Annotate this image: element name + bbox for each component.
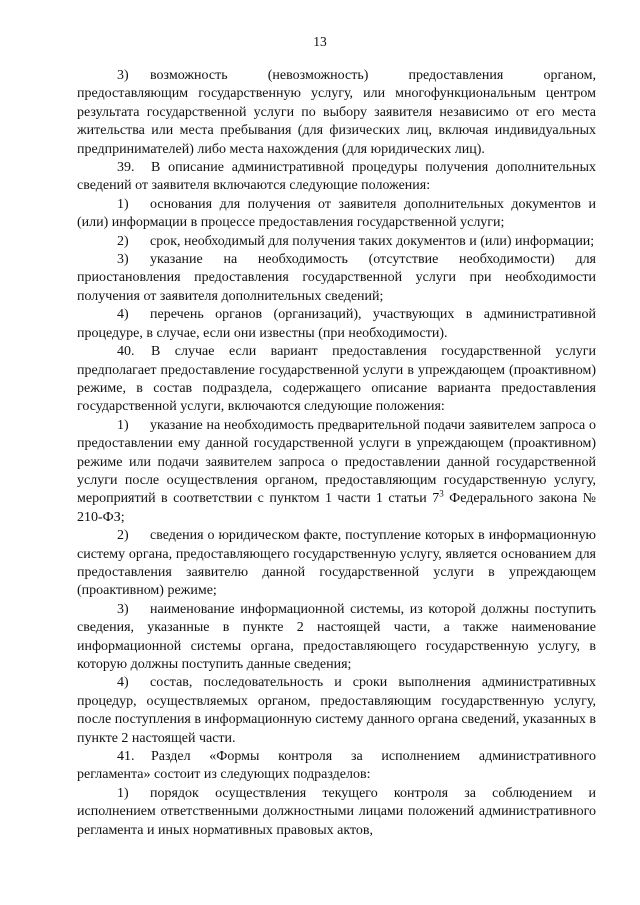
clause-40 (77, 343, 596, 417)
item-number: 2) (117, 528, 129, 544)
clause-number: 41. (117, 749, 135, 765)
list-item-3-suspension (77, 251, 596, 306)
item-number: 4) (117, 675, 129, 691)
list-item-3-result-delivery (77, 67, 596, 159)
list-item-1-current-control (77, 785, 596, 840)
list-item-2-deadline (77, 233, 596, 251)
item-number: 1) (117, 785, 129, 801)
item-text: возможность (невозможность) предоставления органом, предоставляющим государственную услугу, или многофункциональным центром результата государственной услуги по выбору заявителя независимо от его места жительства или места пребывания (для физических лиц, включая индивидуальных предпринимателей) либо места нахождения (для юридических лиц). (77, 68, 596, 157)
clause-number: 40. (117, 344, 135, 360)
list-item-1-proactive-request (77, 417, 596, 527)
list-item-2-legal-fact (77, 527, 596, 601)
list-item-3-information-system (77, 601, 596, 675)
clause-text: В описание административной процедуры получения дополнительных сведений от заявителя включаются следующие положения: (77, 160, 596, 194)
item-number: 2) (117, 233, 129, 249)
item-text: перечень органов (организаций), участвующих в административной процедуре, в случае, если они известны (при необходимости). (77, 307, 596, 341)
clause-41 (77, 748, 596, 785)
list-item-4-participating-bodies (77, 306, 596, 343)
item-number: 1) (117, 196, 129, 212)
item-text: основания для получения от заявителя дополнительных документов и (или) информации в процессе предоставления государственной услуги; (77, 196, 596, 231)
item-text: сведения о юридическом факте, поступление которых в информационную систему органа, предоставляющего государственную услугу, является основанием для предоставления заявителю данной государственной услуги в упреждающем (проактивном) режиме; (77, 528, 596, 599)
clause-number: 39. (117, 160, 135, 176)
item-text: состав, последовательность и сроки выполнения административных процедур, осуществляемых органом, предоставляющим государственную услугу, после поступления в информационную систему данного органа сведений, указанных в пункте 2 настоящей части. (77, 675, 596, 746)
document-body (77, 67, 596, 840)
item-number: 1) (117, 417, 129, 433)
item-text: порядок осуществления текущего контроля за соблюдением и исполнением ответственными должностными лицами положений административного регламента и иных нормативных правовых актов, (77, 785, 596, 838)
list-item-4-procedures (77, 674, 596, 748)
clause-39 (77, 159, 596, 196)
item-text: наименование информационной системы, из которой должны поступить сведения, указанные в пункте 2 настоящей части, а также наименование информационной системы органа, предоставляющего государственную услугу, в которую должны поступить данные сведения; (77, 601, 596, 672)
page-number: 13 (313, 34, 327, 49)
item-text: указание на необходимость (отсутствие необходимости) для приостановления предоставления государственной услуги при необходимости получения от заявителя дополнительных сведений; (77, 252, 596, 304)
item-text: указание на необходимость предварительной подачи заявителем запроса о предоставлении ему данной государственной услуги в упреждающем (проактивном) режиме или подачи заявителем запроса о предоставлении данной государственной услуги после осуществления органом, предоставляющим государственную услугу, мероприятий в соответствии с пунктом 1 части 1 статьи 7 (77, 417, 596, 507)
item-text-continued: Федерального закона № 210-ФЗ; (77, 491, 596, 525)
superscript: 3 (439, 488, 444, 499)
item-text: срок, необходимый для получения таких документов и (или) информации; (150, 233, 595, 249)
item-number: 3) (117, 252, 129, 268)
clause-text: Раздел «Формы контроля за исполнением административного регламента» состоит из следующих подразделов: (77, 749, 596, 783)
item-number: 3) (117, 68, 129, 83)
item-number: 3) (117, 601, 129, 617)
item-number: 4) (117, 307, 129, 323)
list-item-1-grounds (77, 196, 596, 233)
clause-text: В случае если вариант предоставления государственной услуги предполагает предоставление государственной услуги в упреждающем (проактивном) режиме, в состав подраздела, содержащего описание варианта предоставления государственной услуги, включаются следующие положения: (77, 344, 596, 415)
